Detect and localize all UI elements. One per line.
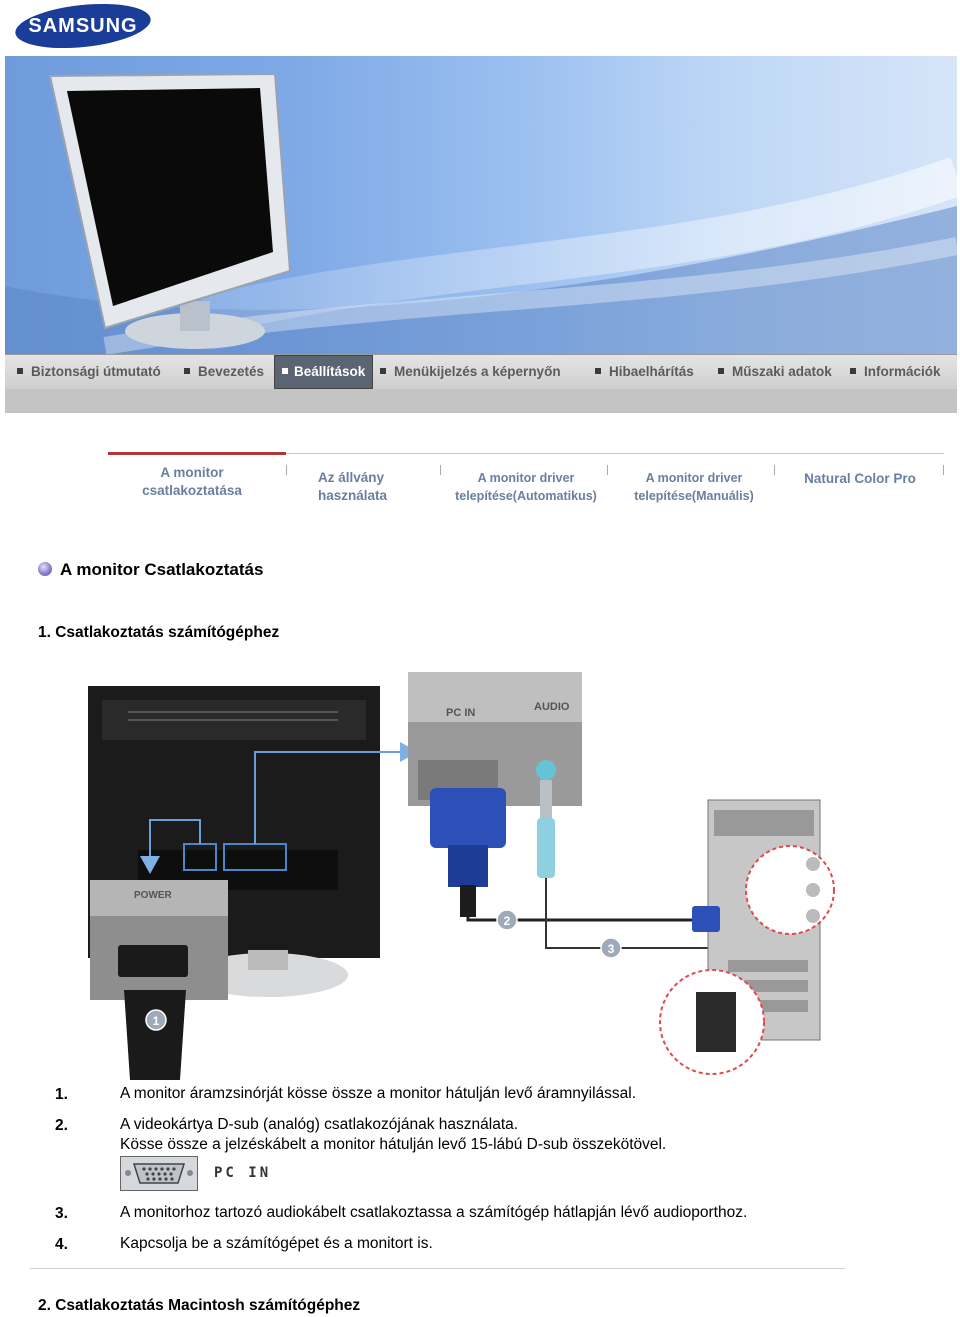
power-plug-zoom: [660, 970, 764, 1074]
subnav-tab-line2: telepítése(Automatikus): [455, 489, 597, 503]
audio-jack-zoom: [746, 846, 834, 934]
nav-item-biztonsagi[interactable]: [17, 364, 161, 379]
main-nav: [5, 354, 957, 413]
dsub-port-icon: [120, 1156, 198, 1191]
header-banner: [5, 56, 957, 354]
orb-bullet-icon: [38, 562, 52, 576]
bullet-icon: [850, 368, 856, 374]
nav-item-bevezetes[interactable]: [184, 364, 264, 379]
step-number-2: 2.: [55, 1117, 68, 1134]
step-text-3: A monitorhoz tartozó audiokábelt csatlakoztassa a számítógép hátlapján lévő audioporthoz.: [120, 1204, 748, 1221]
port-label-audio: AUDIO: [534, 701, 570, 713]
nav-item-label: Menükijelzés a képernyőn: [394, 364, 561, 379]
nav-item-label: Beállítások: [294, 364, 366, 379]
samsung-logo[interactable]: [14, 2, 152, 50]
nav-item-label: Információk: [864, 364, 941, 379]
callout-badge-3: [601, 938, 621, 958]
callout-3-text: 3: [607, 942, 615, 956]
subnav-tab-natural-color-pro[interactable]: [790, 470, 930, 488]
callout-badge-2: [497, 910, 517, 930]
section-divider: [30, 1268, 845, 1269]
step-number-1: 1.: [55, 1086, 68, 1103]
callout-badge-1: [146, 1010, 166, 1030]
nav-item-label: Biztonsági útmutató: [31, 364, 161, 379]
audio-cable: [546, 878, 708, 948]
step-text-2b: Kösse össze a jelzéskábelt a monitor hátulján levő 15-lábú D-sub összekötövel.: [120, 1136, 667, 1153]
bullet-icon: [282, 368, 288, 374]
port-label-power: POWER: [134, 890, 172, 901]
subnav-tab-line1: A monitor driver: [645, 471, 743, 485]
subnav-tab-driver-manual[interactable]: [621, 469, 767, 505]
section-heading-2: 2. Csatlakoztatás Macintosh számítógéphez: [38, 1297, 361, 1314]
nav-item-muszaki-adatok[interactable]: [718, 364, 832, 379]
step-number-4: 4.: [55, 1236, 68, 1253]
subnav-separator: [286, 465, 287, 475]
subnav-tab-line2: csatlakoztatása: [142, 483, 242, 498]
nav-item-hibaelharitas[interactable]: [595, 364, 694, 379]
pc-in-label: PC IN: [214, 1165, 272, 1181]
bullet-icon: [595, 368, 601, 374]
subnav-separator: [607, 465, 608, 475]
monitor-illustration: [5, 56, 957, 354]
subnav-separator: [943, 465, 944, 475]
bullet-icon: [17, 368, 23, 374]
section-heading-1: 1. Csatlakoztatás számítógéphez: [38, 624, 280, 641]
subnav-tab-line2: használata: [318, 488, 388, 503]
subnav-tab-monitor-csatlakoztatasa[interactable]: [130, 464, 254, 500]
callout-2-text: 2: [503, 914, 511, 928]
port-label-pc-in: PC IN: [446, 707, 476, 719]
nav-item-menukijelzes[interactable]: [380, 364, 561, 379]
step-number-3: 3.: [55, 1205, 68, 1222]
nav-item-informaciok[interactable]: [850, 364, 941, 379]
power-inset-illustration: [90, 880, 228, 1080]
page-title: [38, 560, 263, 580]
nav-item-beallitasok[interactable]: [274, 355, 373, 389]
subnav-tab-line1: A monitor: [160, 465, 224, 480]
bullet-icon: [718, 368, 724, 374]
subnav-tab-line1: Az állvány: [318, 470, 385, 485]
subnav-tab-allvany[interactable]: [318, 469, 408, 505]
subnav-separator: [774, 465, 775, 475]
page-title-text: A monitor Csatlakoztatás: [60, 560, 264, 579]
nav-item-label: Bevezetés: [198, 364, 265, 379]
step-text-2: A videokártya D-sub (analóg) csatlakozójának használata.: [120, 1116, 519, 1133]
nav-item-label: Hibaelhárítás: [609, 364, 694, 379]
subnav-tab-line1: A monitor driver: [477, 471, 575, 485]
subnav-tab-driver-auto[interactable]: [449, 469, 603, 505]
connection-diagram: [88, 670, 836, 1080]
subnav-tab-line2: telepítése(Manuális): [634, 489, 754, 503]
samsung-logo-text: SAMSUNG: [28, 15, 138, 37]
step-text-4: Kapcsolja be a számítógépet és a monitort is.: [120, 1235, 433, 1252]
bullet-icon: [184, 368, 190, 374]
nav-item-label: Műszaki adatok: [732, 364, 832, 379]
subnav-separator: [440, 465, 441, 475]
callout-1-text: 1: [152, 1014, 160, 1028]
bullet-icon: [380, 368, 386, 374]
main-nav-footer: [5, 389, 957, 413]
step-text-1: A monitor áramzsinórját kösse össze a monitor hátulján levő áramnyilással.: [120, 1085, 637, 1102]
subnav-tab-line1: Natural Color Pro: [804, 471, 916, 486]
port-panel-illustration: [408, 672, 582, 917]
sub-nav-active-indicator: [108, 452, 286, 455]
